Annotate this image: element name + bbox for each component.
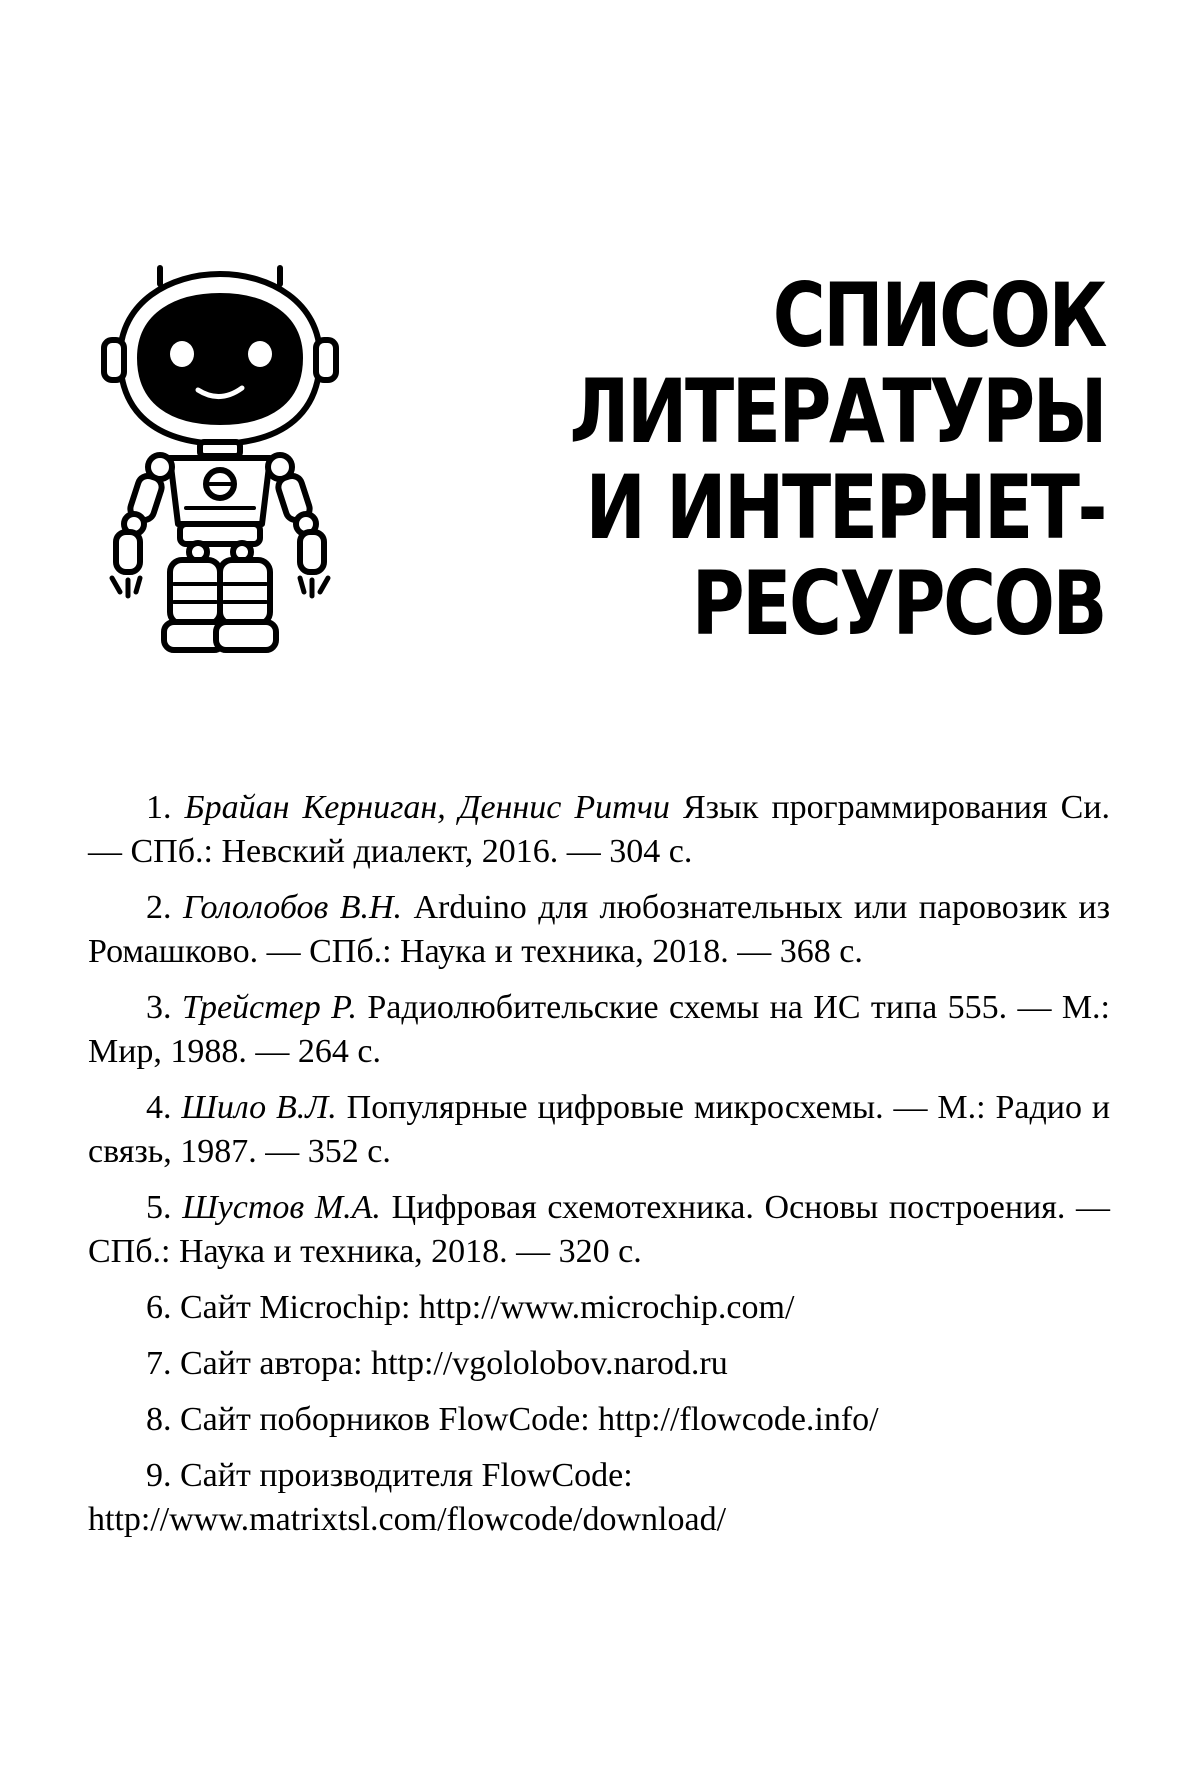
reference-number: 1.	[146, 789, 172, 826]
reference-number: 5.	[146, 1189, 172, 1226]
reference-item	[88, 886, 1110, 974]
reference-text: Arduino для любознательных или паровозик из Ромашково. — СПб.: Наука и техника, 2018. — 368 с.	[88, 889, 1111, 970]
reference-link-text: Сайт автора: http://vgololobov.narod.ru	[180, 1345, 728, 1382]
reference-text: Язык программирования Си. — СПб.: Невский диалект, 2016. — 304 с.	[88, 789, 1111, 870]
reference-author: Гололобов В.Н.	[182, 889, 403, 926]
reference-author: Брайан Керниган, Деннис Ритчи	[184, 789, 670, 826]
reference-item	[88, 1342, 1110, 1386]
reference-number: 7.	[146, 1345, 172, 1382]
reference-number: 6.	[146, 1289, 172, 1326]
robot-icon	[100, 262, 340, 662]
reference-text: Популярные цифровые микросхемы. — М.: Радио и связь, 1987. — 352 с.	[88, 1089, 1111, 1170]
reference-item	[88, 1086, 1110, 1174]
reference-item	[88, 1186, 1110, 1274]
reference-number: 8.	[146, 1401, 172, 1438]
reference-item	[88, 1454, 1110, 1542]
reference-item	[88, 986, 1110, 1074]
reference-text: Цифровая схемотехника. Основы построения. — СПб.: Наука и техника, 2018. — 320 с.	[88, 1189, 1111, 1270]
reference-number: 4.	[146, 1089, 172, 1126]
reference-item	[88, 1398, 1110, 1442]
page-title	[569, 264, 1105, 655]
reference-author: Трейстер Р.	[181, 989, 358, 1026]
title-line-1: СПИСОК	[772, 264, 1105, 367]
reference-link-text: Сайт поборников FlowCode: http://flowcode.info/	[180, 1401, 879, 1438]
reference-item	[88, 786, 1110, 874]
reference-link-text: Сайт производителя FlowCode: http://www.matrixtsl.com/flowcode/download/	[88, 1457, 727, 1538]
reference-number: 3.	[146, 989, 172, 1026]
title-line-3: И ИНТЕРНЕТ-	[585, 456, 1105, 559]
reference-number: 9.	[146, 1457, 172, 1494]
reference-list	[88, 786, 1110, 1554]
reference-number: 2.	[146, 889, 172, 926]
reference-author: Шило В.Л.	[181, 1089, 337, 1126]
title-line-4: РЕСУРСОВ	[691, 552, 1105, 655]
robot-illustration	[100, 262, 340, 662]
reference-author: Шустов М.А.	[182, 1189, 381, 1226]
reference-link-text: Сайт Microchip: http://www.microchip.com/	[180, 1289, 795, 1326]
title-line-2: ЛИТЕРАТУРЫ	[569, 360, 1105, 463]
reference-item	[88, 1286, 1110, 1330]
reference-text: Радиолюбительские схемы на ИС типа 555. — М.: Мир, 1988. — 264 с.	[88, 989, 1110, 1070]
